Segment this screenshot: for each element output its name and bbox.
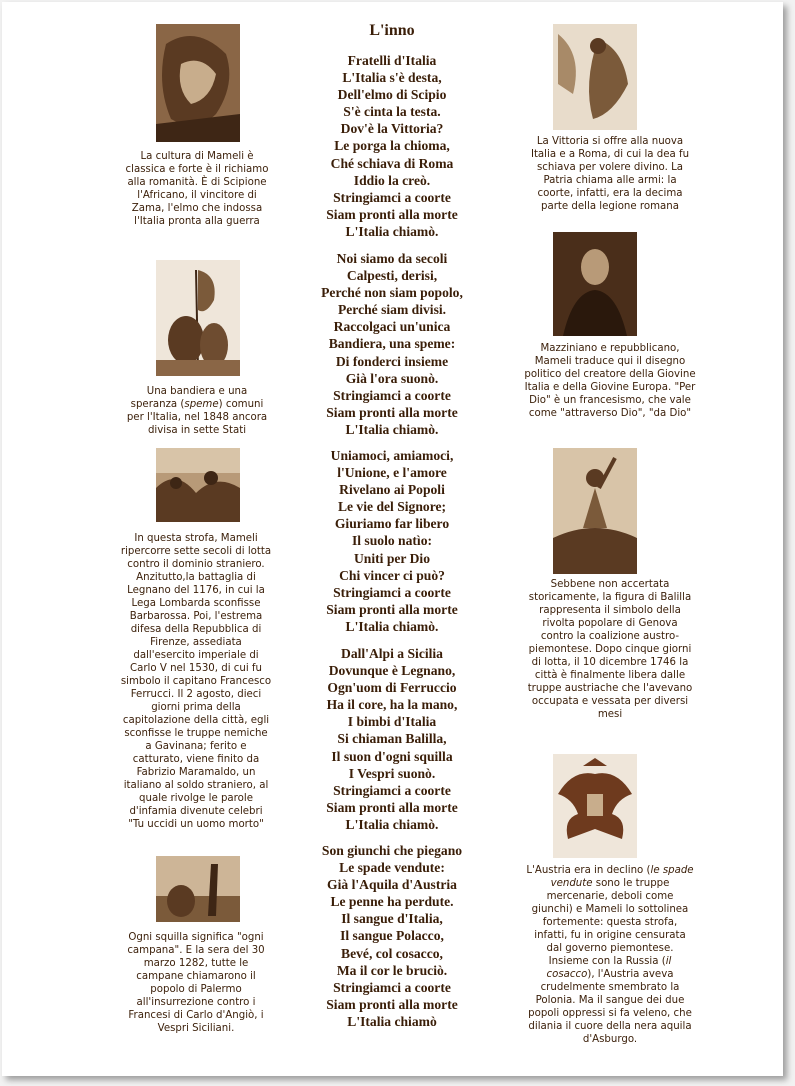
poem-line: Rivelano ai Popoli — [339, 482, 445, 498]
poem-line: Stringiamci a coorte — [333, 979, 451, 995]
poem-line: Siam pronti alla morte — [326, 206, 458, 222]
poem-line: Già l'Aquila d'Austria — [327, 877, 457, 893]
caption-legnano: In questa strofa, Mameli ripercorre sette secoli di lotta contro il dominio straniero. Anzitutto,la battaglia di Legnano del 1176, in cui la Lega Lombarda sconfisse Barbarossa. Poi, l'estrema difesa della Repubblica di Firenze, assediata dall'esercito imperiale di Carlo V nel 1530, di cui fu simbolo il capitano Francesco Ferrucci. Il 2 agosto, dieci giorni prima della capitolazione della città, egli sconfisse le truppe nemiche a Gavinana; ferito e catturato, viene finito da Fabrizio Maramaldo, un italiano al soldo straniero, al quale rivolge le parole d'infamia divenute celebri "Tu uccidi un uomo morto" — [120, 533, 272, 830]
poem-line: Stringiamci a coorte — [333, 584, 451, 600]
document-page — [2, 2, 783, 1076]
poem-line: Dall'Alpi a Sicilia — [341, 646, 443, 661]
poem-line: Già l'ora suonò. — [345, 370, 439, 386]
caption-bandiera: Una bandiera e una speranza (speme) comuni per l'Italia, nel 1848 ancora divisa in sette Stati — [126, 386, 268, 436]
poem-line: Uniamoci, amiamoci, — [330, 448, 454, 463]
poem-line: Siam pronti alla morte — [326, 996, 458, 1012]
caption-mazziniano: Mazziniano e repubblicano, Mameli traduce qui il disegno politico del creatore della Giovine Italia e della Giovine Europa. "Per Dio" è un francesismo, che vale come "attraverso Dio", "da Dio" — [524, 343, 696, 419]
poem-line: Uniti per Dio — [353, 550, 431, 566]
flag-bearer-image — [156, 260, 240, 376]
caption-vittoria: La Vittoria si offre alla nuova Italia e a Roma, di cui la dea fu schiava per volere divino. La Patria chiama alle armi: la coorte, infatti, era la decima parte della legione romana — [530, 136, 690, 212]
poem-line: L'Italia s'è desta, — [342, 70, 442, 86]
poem-line: Siam pronti alla morte — [326, 404, 458, 420]
poem-line: I bimbi d'Italia — [347, 714, 437, 730]
poem-line: Siam pronti alla morte — [326, 601, 458, 617]
poem-line: Chi vincer ci può? — [339, 567, 445, 583]
battle-scene-image — [156, 448, 240, 522]
poem-line: Il suon d'ogni squilla — [331, 748, 453, 764]
caption-scipio: La cultura di Mameli è classica e forte è il richiamo alla romanità. È di Scipione l'Africano, il vincitore di Zama, l'elmo che indossa l'Italia pronta alla guerra — [125, 151, 269, 227]
poem-title: L'inno — [369, 22, 415, 39]
poem-line: Calpesti, derisi, — [346, 268, 438, 284]
poem-line: Le penne ha perdute. — [330, 894, 454, 910]
poem-line: L'Italia chiamò. — [345, 421, 439, 437]
poem-line: Bevé, col cosacco, — [341, 945, 443, 961]
caption-austria: L'Austria era in declino (le spade vendute sono le truppe mercenarie, deboli come giunchi) e Mameli lo sottolinea fortemente: questa strofa, infatti, fu in origine censurata dal governo piemontese. Insieme con la Russia (il cosacco), l'Austria aveva crudelmente smembrato la Polonia. Ma il sangue dei due popoli oppressi si fa veleno, che dilania il cuore della nera aquila d'Asburgo. — [526, 865, 694, 1045]
poem-line: Le spade vendute: — [339, 860, 445, 876]
poem-line: Perché siam divisi. — [337, 302, 447, 318]
poem-line: Dell'elmo di Scipio — [337, 87, 447, 103]
poem-line: Di fonderci insieme — [335, 353, 449, 369]
victory-angel-image — [553, 24, 637, 130]
poem-line: Stringiamci a coorte — [333, 387, 451, 403]
poem-line: Fratelli d'Italia — [347, 53, 437, 68]
poem-line: l'Unione, e l'amore — [337, 465, 447, 481]
poem-line: Raccolgaci un'unica — [333, 319, 451, 335]
vespri-scene-image — [156, 856, 240, 922]
mameli-portrait-image — [553, 232, 637, 336]
poem-line: Il suolo natìo: — [351, 533, 433, 549]
poem-line: S'è cinta la testa. — [343, 104, 441, 120]
poem-line: Bandiera, una speme: — [328, 336, 456, 352]
poem-line: Il sangue Polacco, — [340, 928, 444, 944]
poem-line: Ogn'uom di Ferruccio — [327, 680, 457, 696]
poem-line: Dov'è la Vittoria? — [340, 121, 444, 137]
poem-line: Le vie del Signore; — [337, 499, 447, 515]
poem-line: Dovunque è Legnano, — [328, 663, 456, 679]
poem-line: Noi siamo da secoli — [336, 251, 448, 266]
poem-line: Le porga la chioma, — [334, 138, 450, 154]
poem-line: Son giunchi che piegano — [321, 843, 463, 858]
austrian-eagle-image — [553, 754, 637, 858]
poem-line: Ma il cor le bruciò. — [336, 962, 448, 978]
poem-line: Stringiamci a coorte — [333, 782, 451, 798]
stanza-2 — [292, 250, 492, 438]
poem-line: Si chiaman Balilla, — [337, 731, 447, 747]
balilla-image — [553, 448, 637, 574]
poem-line: L'Italia chiamò. — [345, 618, 439, 634]
poem-line: Siam pronti alla morte — [326, 799, 458, 815]
stanza-5 — [292, 842, 492, 1030]
caption-vespri: Ogni squilla significa "ogni campana". E la sera del 30 marzo 1282, tutte le campane chiamarono il popolo di Palermo all'insurrezione contro i Francesi di Carlo d'Angiò, i Vespri Siciliani. — [127, 932, 265, 1034]
stanza-1 — [292, 52, 492, 240]
poem-line: Ché schiava di Roma — [330, 155, 454, 171]
stanza-3 — [292, 447, 492, 635]
poem-line: L'Italia chiamò. — [345, 816, 439, 832]
poem-line: L'Italia chiamò — [347, 1013, 437, 1029]
caption-balilla: Sebbene non accertata storicamente, la figura di Balilla rappresenta il simbolo della rivolta popolare di Genova contro la coalizione austro-piemontese. Dopo cinque giorni di lotta, il 10 dicembre 1746 la città è finalmente libera dalle truppe austriache che l'avevano occupata e vessata per diversi mesi — [527, 579, 693, 720]
poem-line: I Vespri suonò. — [348, 765, 436, 781]
stanza-4 — [292, 645, 492, 833]
scipio-helmet-image — [156, 24, 240, 142]
poem-line: Il sangue d'Italia, — [341, 911, 443, 927]
poem-line: L'Italia chiamò. — [345, 223, 439, 239]
poem-line: Ha il core, ha la mano, — [326, 697, 458, 713]
poem-line: Giuriamo far libero — [334, 516, 450, 532]
poem-line: Perché non siam popolo, — [321, 285, 463, 301]
poem-line: Iddio la creò. — [353, 172, 431, 188]
poem-line: Stringiamci a coorte — [333, 189, 451, 205]
